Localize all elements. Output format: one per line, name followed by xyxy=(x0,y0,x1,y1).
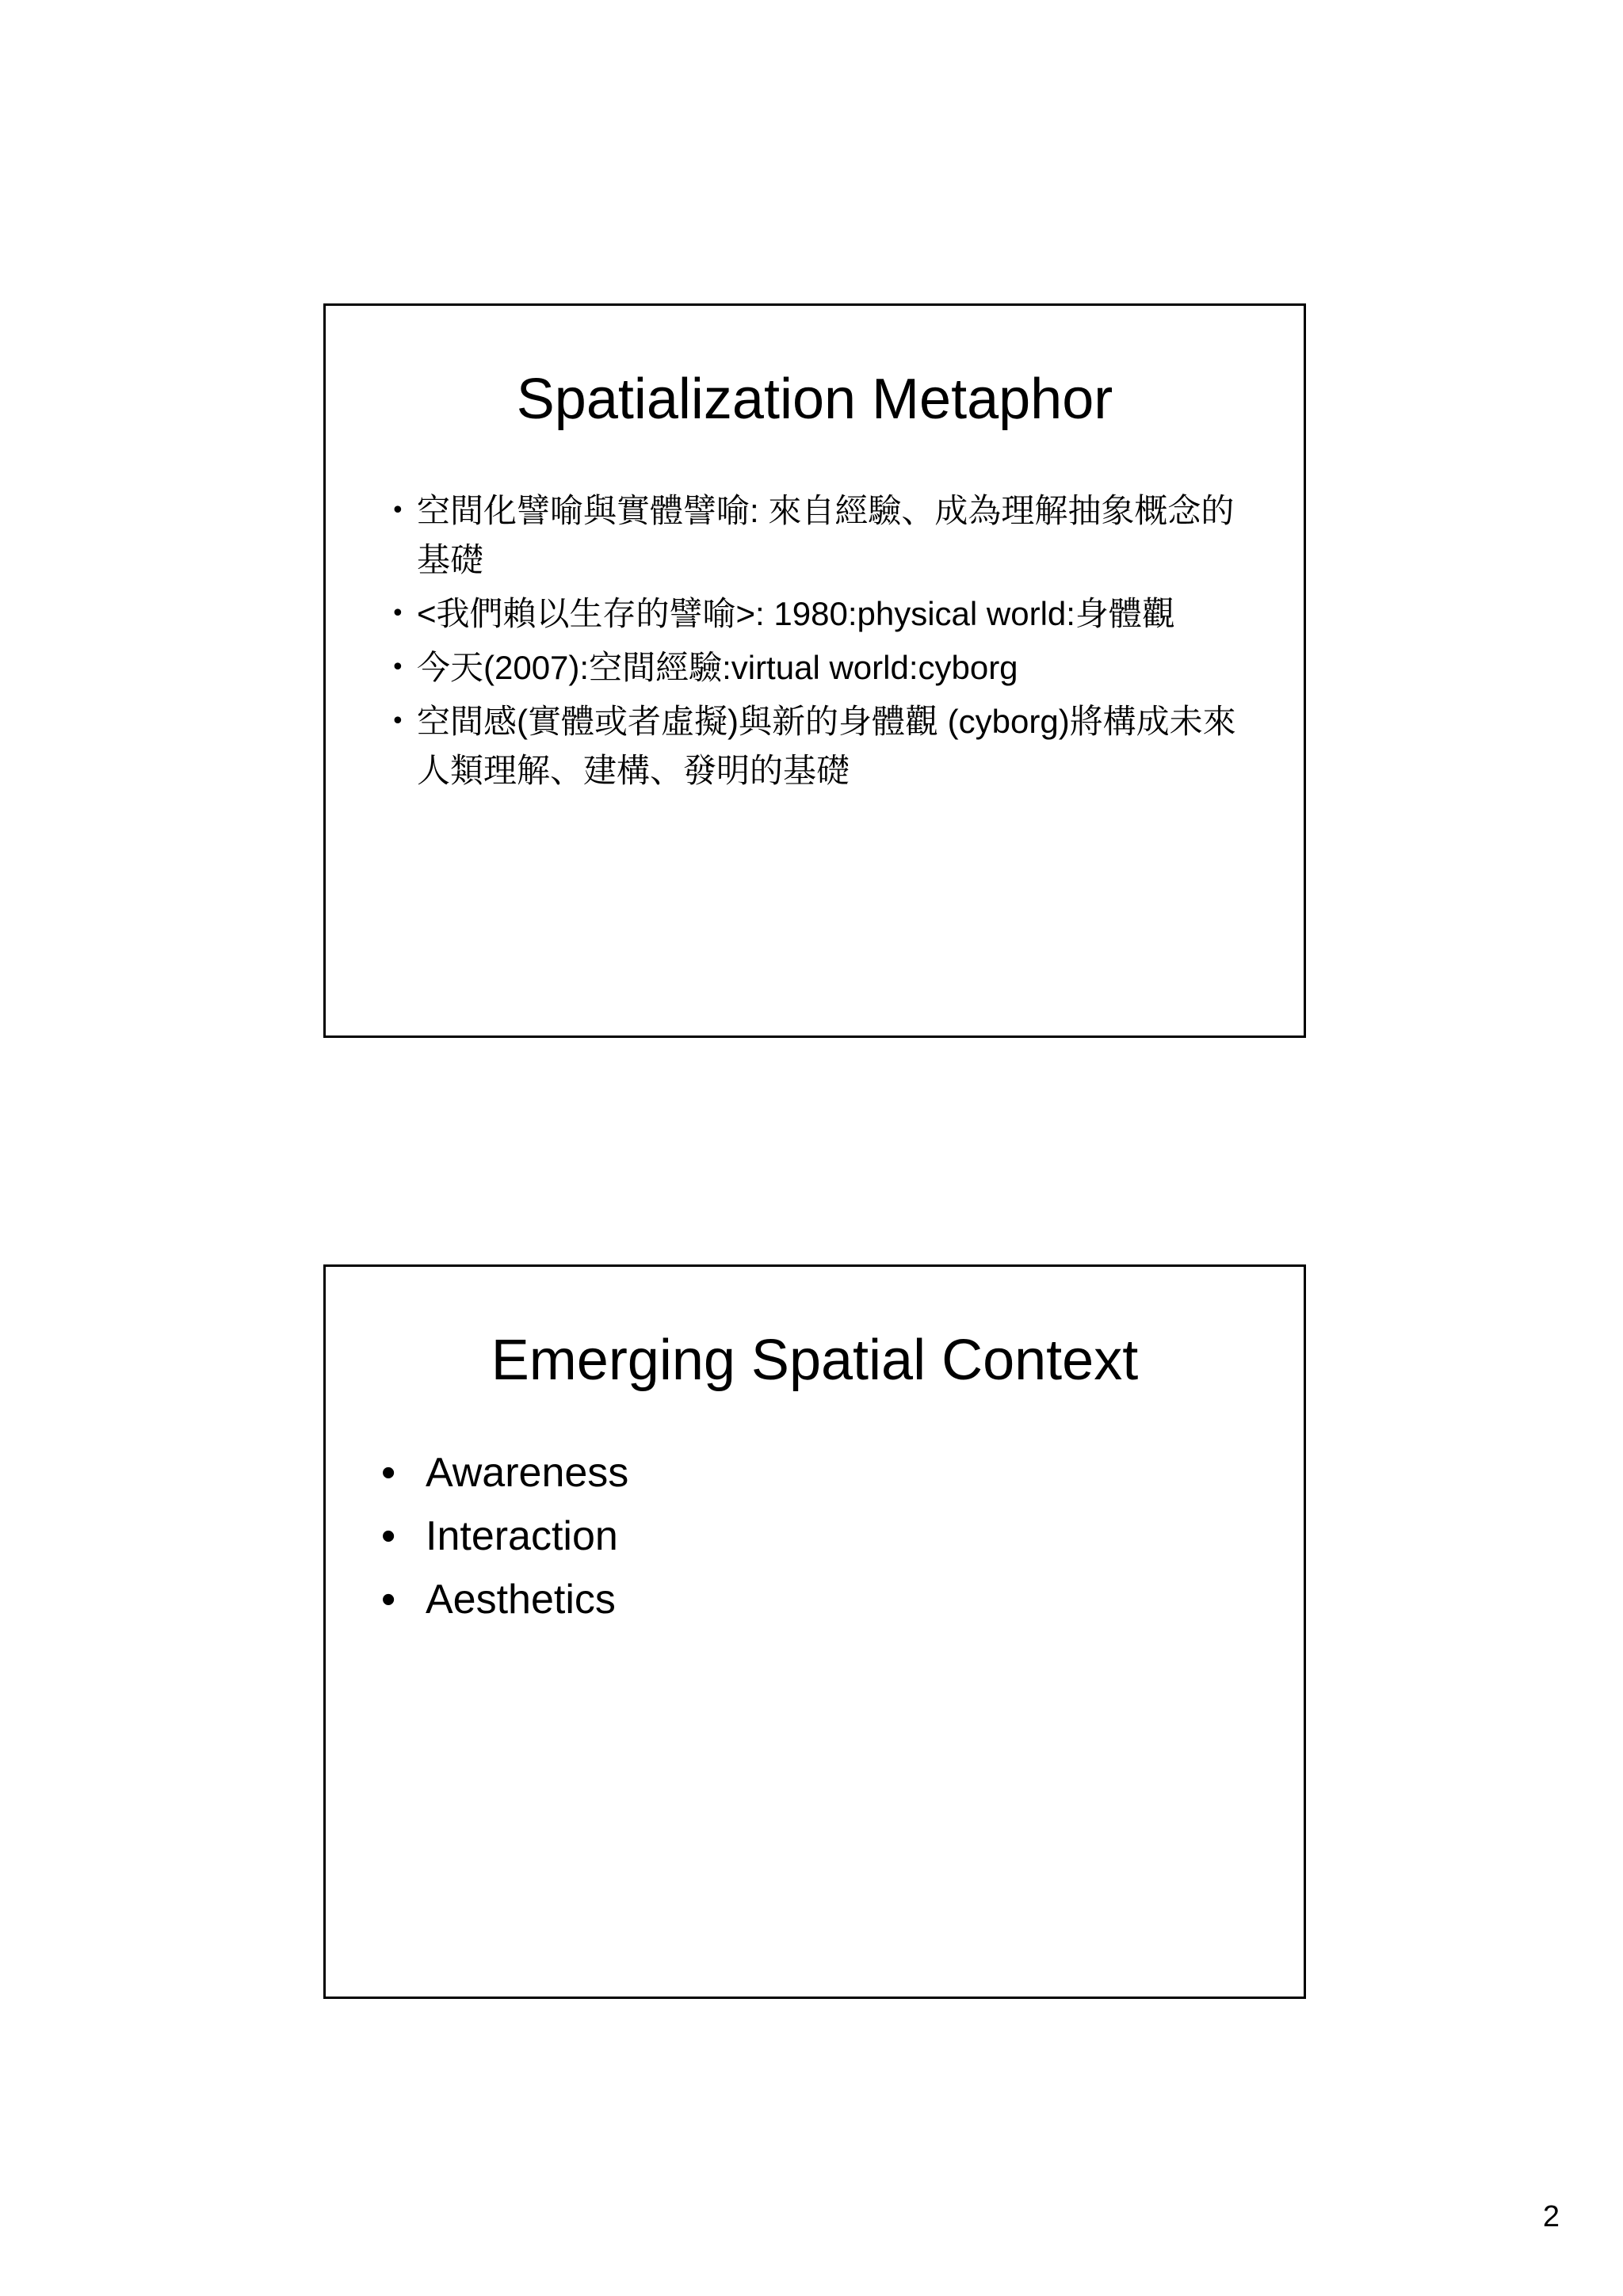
bullet-icon: • xyxy=(391,707,405,735)
list-item: • <我們賴以生存的譬喻>: 1980:physical world:身體觀 xyxy=(391,589,1262,639)
list-item: • Aesthetics xyxy=(381,1568,1174,1631)
bullet-icon: • xyxy=(391,654,405,681)
bullet-list xyxy=(381,1441,1174,1631)
list-item: • 今天(2007):空間經驗:virtual world:cyborg xyxy=(391,643,1262,692)
slide-title: Spatialization Metaphor xyxy=(516,368,1113,431)
bullet-icon: • xyxy=(391,600,405,627)
bullet-icon: • xyxy=(381,1450,396,1496)
bullet-icon: • xyxy=(381,1577,396,1623)
list-item: • Awareness xyxy=(381,1441,1174,1505)
list-item: • 空間感(實體或者虛擬)與新的身體觀 (cyborg)將構成未來人類理解、建構、發明的基礎 xyxy=(391,697,1262,795)
bullet-list xyxy=(391,486,1262,800)
list-item: • 空間化譬喻與實體譬喻: 來自經驗、成為理解抽象概念的基礎 xyxy=(391,486,1262,585)
bullet-icon: • xyxy=(391,497,405,524)
slide-spatialization-metaphor xyxy=(323,303,1306,1038)
list-item: • Interaction xyxy=(381,1505,1174,1568)
bullet-icon: • xyxy=(381,1513,396,1559)
slide-emerging-spatial-context xyxy=(323,1264,1306,1999)
page-number: 2 xyxy=(1542,2200,1560,2233)
slide-title: Emerging Spatial Context xyxy=(491,1329,1139,1392)
